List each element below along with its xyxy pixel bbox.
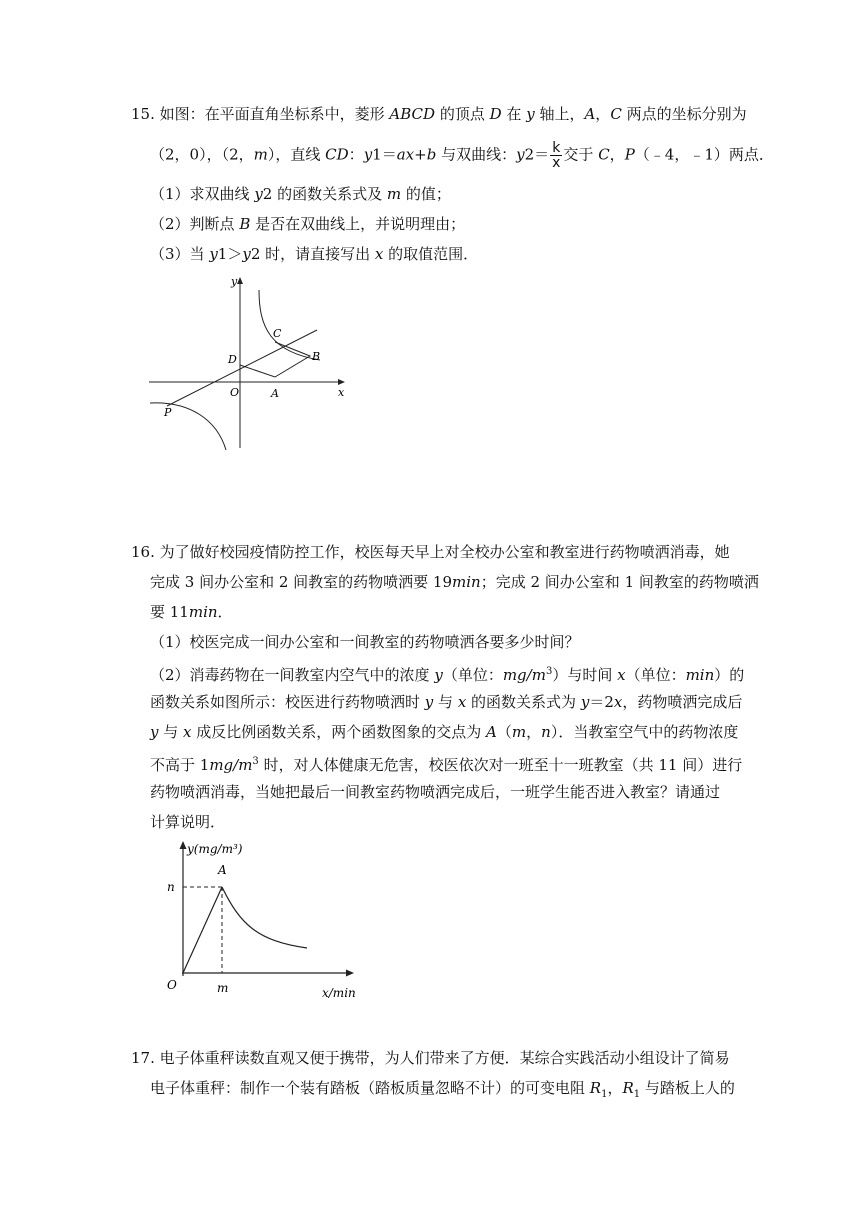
label-a: A xyxy=(271,387,279,400)
label-p: P xyxy=(164,406,172,419)
q16-sub2-line6: 计算说明． xyxy=(150,813,226,831)
q16-sub1: （1）校医完成一间办公室和一间教室的药物喷洒各要多少时间？ xyxy=(150,633,580,651)
q15-sub2: （2）判断点 B 是否在双曲线上，并说明理由； xyxy=(150,215,466,233)
spray-line xyxy=(183,887,222,973)
q16-sub2-line5: 药物喷洒消毒，当她把最后一间教室药物喷洒完成后，一班学生能否进入教室？请通过 xyxy=(150,783,721,801)
q15-stem-line2: （2，0），（2，m），直线 CD：y1＝ax+b 与双曲线：y2＝ $\frac{k}{x}$ 交于 C，P（﹣4，﹣1）两点． xyxy=(150,140,774,171)
question-number: 16. xyxy=(131,543,155,561)
q16-line2: 完成 3 间办公室和 2 间教室的药物喷洒要 19min；完成 2 间办公室和 1 间教室的药物喷洒 xyxy=(150,573,759,591)
xlabel: x/min xyxy=(322,986,356,1000)
label-d: D xyxy=(228,353,237,366)
fraction-k-over-x: $\frac{k}{x}$ xyxy=(552,140,561,171)
label-b: B xyxy=(312,350,321,363)
label-o: O xyxy=(230,386,240,399)
hyperbola-branch-q3 xyxy=(150,403,226,450)
y-axis-arrow xyxy=(237,277,243,284)
q17-line1: 17. 电子体重秤读数直观又便于携带，为人们带来了方便．某综合实践活动小组设计了简易 xyxy=(131,1049,730,1067)
q16-line3: 要 11min． xyxy=(150,603,233,621)
x-axis-arrow xyxy=(338,379,345,385)
q15-figure xyxy=(145,272,355,452)
label-y: y xyxy=(231,275,238,288)
label-c: C xyxy=(273,327,282,340)
q16-sub2-line3: y 与 x 成反比例函数关系，两个函数图象的交点为 A（m，n）．当教室空气中的药物浓度 xyxy=(150,723,739,741)
q16-line1: 16. 为了做好校园疫情防控工作，校医每天早上对全校办公室和教室进行药物喷洒消毒，她 xyxy=(131,543,730,561)
question-number: 15. xyxy=(131,105,155,123)
q15-stem-line1: 15. 如图：在平面直角坐标系中，菱形 ABCD 的顶点 D 在 y 轴上，A，C 两点的坐标分别为 xyxy=(131,105,747,123)
label-n: n xyxy=(167,880,175,894)
label-a: A xyxy=(218,863,227,877)
q16-sub2: （2）消毒药物在一间教室内空气中的浓度 y（单位：$mg/m^3$）与时间 x（单位：min）的 xyxy=(150,666,745,684)
hyperbola-branch-q1 xyxy=(259,290,320,360)
q16-sub2-line2: 函数关系如图所示：校医进行药物喷洒时 y 与 x 的函数关系式为 y＝2x，药物喷洒完成后 xyxy=(150,693,743,711)
decay-curve xyxy=(222,887,307,948)
label-o: O xyxy=(167,978,177,992)
q16-sub2-line4: 不高于 $1mg/m^3$ 时，对人体健康无危害，校医依次对一班至十一班教室（共 11 间）进行 xyxy=(150,756,743,774)
q15-sub1: （1）求双曲线 y2 的函数关系式及 m 的值； xyxy=(150,185,451,203)
question-number: 17. xyxy=(131,1049,155,1067)
q15-sub3: （3）当 y1＞y2 时，请直接写出 x 的取值范围． xyxy=(150,245,479,263)
q16-figure xyxy=(162,836,377,1006)
q17-line2: 电子体重秤：制作一个装有踏板（踏板质量忽略不计）的可变电阻 $R_1$，$R_1$ 与踏板上人的 xyxy=(150,1079,735,1100)
ylabel: y(mg/m³) xyxy=(187,842,243,856)
x-axis-arrow xyxy=(346,970,354,977)
line-cd xyxy=(167,330,317,406)
label-m: m xyxy=(217,981,229,995)
rhombus-abcd xyxy=(240,342,310,377)
label-x: x xyxy=(338,386,345,399)
y-axis-arrow xyxy=(180,841,187,849)
